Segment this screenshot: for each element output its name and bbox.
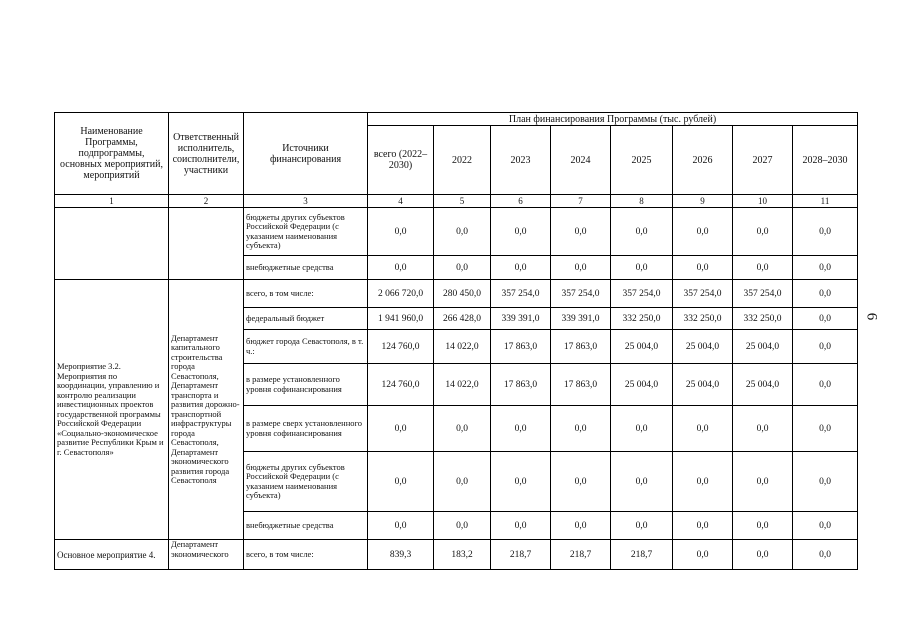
value-cell: 0,0 bbox=[793, 330, 858, 364]
value-cell: 0,0 bbox=[368, 512, 434, 540]
funding-source-cell: федеральный бюджет bbox=[244, 308, 368, 330]
value-cell: 357 254,0 bbox=[673, 280, 733, 308]
value-cell: 0,0 bbox=[733, 256, 793, 280]
index-cell: 7 bbox=[551, 195, 611, 208]
value-cell: 17 863,0 bbox=[551, 364, 611, 406]
value-cell: 339 391,0 bbox=[491, 308, 551, 330]
value-cell: 0,0 bbox=[551, 512, 611, 540]
index-row bbox=[55, 195, 858, 208]
financing-table bbox=[54, 112, 858, 570]
value-cell: 25 004,0 bbox=[611, 330, 673, 364]
value-cell: 0,0 bbox=[733, 452, 793, 512]
value-cell: 25 004,0 bbox=[611, 364, 673, 406]
header-year: 2025 bbox=[611, 126, 673, 195]
index-cell: 8 bbox=[611, 195, 673, 208]
name-cell-empty bbox=[55, 208, 169, 280]
value-cell: 339 391,0 bbox=[551, 308, 611, 330]
value-cell: 0,0 bbox=[733, 512, 793, 540]
value-cell: 0,0 bbox=[793, 512, 858, 540]
page-number: 6 bbox=[863, 312, 880, 321]
value-cell: 0,0 bbox=[793, 364, 858, 406]
header-responsible: Ответственный исполнитель, соисполнители, участники bbox=[169, 113, 244, 195]
index-cell: 9 bbox=[673, 195, 733, 208]
value-cell: 0,0 bbox=[491, 406, 551, 452]
value-cell: 332 250,0 bbox=[733, 308, 793, 330]
funding-source-cell: всего, в том числе: bbox=[244, 540, 368, 570]
value-cell: 0,0 bbox=[611, 512, 673, 540]
value-cell: 0,0 bbox=[368, 406, 434, 452]
table-row bbox=[55, 540, 858, 570]
measure-name-cell: Основное мероприятие 4. bbox=[55, 540, 169, 570]
index-cell: 1 bbox=[55, 195, 169, 208]
funding-source-cell: в размере установленного уровня софинансирования bbox=[244, 364, 368, 406]
value-cell: 183,2 bbox=[434, 540, 491, 570]
value-cell: 0,0 bbox=[611, 406, 673, 452]
value-cell: 280 450,0 bbox=[434, 280, 491, 308]
funding-source-cell: всего, в том числе: bbox=[244, 280, 368, 308]
index-cell: 11 bbox=[793, 195, 858, 208]
value-cell: 0,0 bbox=[434, 256, 491, 280]
measure-name-cell: Мероприятие 3.2. Мероприятия по координации, управлению и контролю реализации инвестиционных проектов государственной программы Российской Федерации «Социально-экономическое развитие Республики Крым и г. Севастополя» bbox=[55, 280, 169, 540]
value-cell: 0,0 bbox=[434, 208, 491, 256]
value-cell: 25 004,0 bbox=[733, 330, 793, 364]
value-cell: 0,0 bbox=[611, 208, 673, 256]
header-name: Наименование Программы, подпрограммы, основных мероприятий, мероприятий bbox=[55, 113, 169, 195]
index-cell: 2 bbox=[169, 195, 244, 208]
value-cell: 0,0 bbox=[491, 452, 551, 512]
value-cell: 218,7 bbox=[551, 540, 611, 570]
index-cell: 10 bbox=[733, 195, 793, 208]
value-cell: 0,0 bbox=[368, 256, 434, 280]
value-cell: 0,0 bbox=[673, 452, 733, 512]
value-cell: 0,0 bbox=[733, 208, 793, 256]
value-cell: 0,0 bbox=[793, 540, 858, 570]
value-cell: 839,3 bbox=[368, 540, 434, 570]
value-cell: 0,0 bbox=[491, 512, 551, 540]
header-year: 2024 bbox=[551, 126, 611, 195]
value-cell: 332 250,0 bbox=[673, 308, 733, 330]
index-cell: 6 bbox=[491, 195, 551, 208]
value-cell: 0,0 bbox=[434, 452, 491, 512]
value-cell: 1 941 960,0 bbox=[368, 308, 434, 330]
value-cell: 0,0 bbox=[673, 512, 733, 540]
value-cell: 0,0 bbox=[551, 452, 611, 512]
header-year: всего (2022–2030) bbox=[368, 126, 434, 195]
header-year: 2028–2030 bbox=[793, 126, 858, 195]
value-cell: 0,0 bbox=[434, 406, 491, 452]
value-cell: 17 863,0 bbox=[491, 330, 551, 364]
value-cell: 218,7 bbox=[611, 540, 673, 570]
value-cell: 0,0 bbox=[793, 256, 858, 280]
value-cell: 0,0 bbox=[434, 512, 491, 540]
value-cell: 0,0 bbox=[368, 208, 434, 256]
value-cell: 0,0 bbox=[673, 406, 733, 452]
value-cell: 218,7 bbox=[491, 540, 551, 570]
table-row bbox=[55, 280, 858, 308]
value-cell: 0,0 bbox=[793, 308, 858, 330]
value-cell: 266 428,0 bbox=[434, 308, 491, 330]
value-cell: 0,0 bbox=[673, 540, 733, 570]
index-cell: 3 bbox=[244, 195, 368, 208]
value-cell: 25 004,0 bbox=[733, 364, 793, 406]
value-cell: 25 004,0 bbox=[673, 364, 733, 406]
responsible-cell-empty bbox=[169, 208, 244, 280]
index-cell: 5 bbox=[434, 195, 491, 208]
funding-source-cell: бюджеты других субъектов Российской Федерации (с указанием наименования субъекта) bbox=[244, 452, 368, 512]
header-year: 2023 bbox=[491, 126, 551, 195]
value-cell: 0,0 bbox=[793, 280, 858, 308]
value-cell: 0,0 bbox=[551, 406, 611, 452]
value-cell: 17 863,0 bbox=[551, 330, 611, 364]
header-sources: Источники финансирования bbox=[244, 113, 368, 195]
value-cell: 14 022,0 bbox=[434, 330, 491, 364]
value-cell: 0,0 bbox=[733, 406, 793, 452]
value-cell: 0,0 bbox=[793, 406, 858, 452]
value-cell: 357 254,0 bbox=[551, 280, 611, 308]
value-cell: 14 022,0 bbox=[434, 364, 491, 406]
value-cell: 0,0 bbox=[491, 208, 551, 256]
value-cell: 124 760,0 bbox=[368, 364, 434, 406]
value-cell: 0,0 bbox=[611, 256, 673, 280]
value-cell: 0,0 bbox=[793, 452, 858, 512]
table-row bbox=[55, 208, 858, 256]
value-cell: 357 254,0 bbox=[733, 280, 793, 308]
table-body bbox=[55, 208, 858, 570]
funding-source-cell: бюджет города Севастополя, в т. ч.: bbox=[244, 330, 368, 364]
funding-source-cell: внебюджетные средства bbox=[244, 256, 368, 280]
value-cell: 0,0 bbox=[733, 540, 793, 570]
value-cell: 124 760,0 bbox=[368, 330, 434, 364]
value-cell: 332 250,0 bbox=[611, 308, 673, 330]
responsible-cell: Департамент экономического bbox=[169, 540, 244, 570]
value-cell: 357 254,0 bbox=[611, 280, 673, 308]
funding-source-cell: внебюджетные средства bbox=[244, 512, 368, 540]
funding-source-cell: бюджеты других субъектов Российской Федерации (с указанием наименования субъекта) bbox=[244, 208, 368, 256]
value-cell: 0,0 bbox=[673, 256, 733, 280]
value-cell: 0,0 bbox=[793, 208, 858, 256]
header-year: 2026 bbox=[673, 126, 733, 195]
header-year: 2022 bbox=[434, 126, 491, 195]
value-cell: 0,0 bbox=[368, 452, 434, 512]
value-cell: 0,0 bbox=[673, 208, 733, 256]
header-plan-title: План финансирования Программы (тыс. рублей) bbox=[368, 113, 858, 126]
value-cell: 0,0 bbox=[551, 208, 611, 256]
header-year: 2027 bbox=[733, 126, 793, 195]
value-cell: 0,0 bbox=[491, 256, 551, 280]
value-cell: 357 254,0 bbox=[491, 280, 551, 308]
funding-source-cell: в размере сверх установленного уровня софинансирования bbox=[244, 406, 368, 452]
responsible-cell: Департамент капитального строительства города Севастополя, Департамент транспорта и развития дорожно-транспортной инфраструктуры города Севастополя, Департамент экономического развития города Севастополя bbox=[169, 280, 244, 540]
value-cell: 0,0 bbox=[551, 256, 611, 280]
value-cell: 25 004,0 bbox=[673, 330, 733, 364]
value-cell: 17 863,0 bbox=[491, 364, 551, 406]
index-cell: 4 bbox=[368, 195, 434, 208]
value-cell: 2 066 720,0 bbox=[368, 280, 434, 308]
value-cell: 0,0 bbox=[611, 452, 673, 512]
